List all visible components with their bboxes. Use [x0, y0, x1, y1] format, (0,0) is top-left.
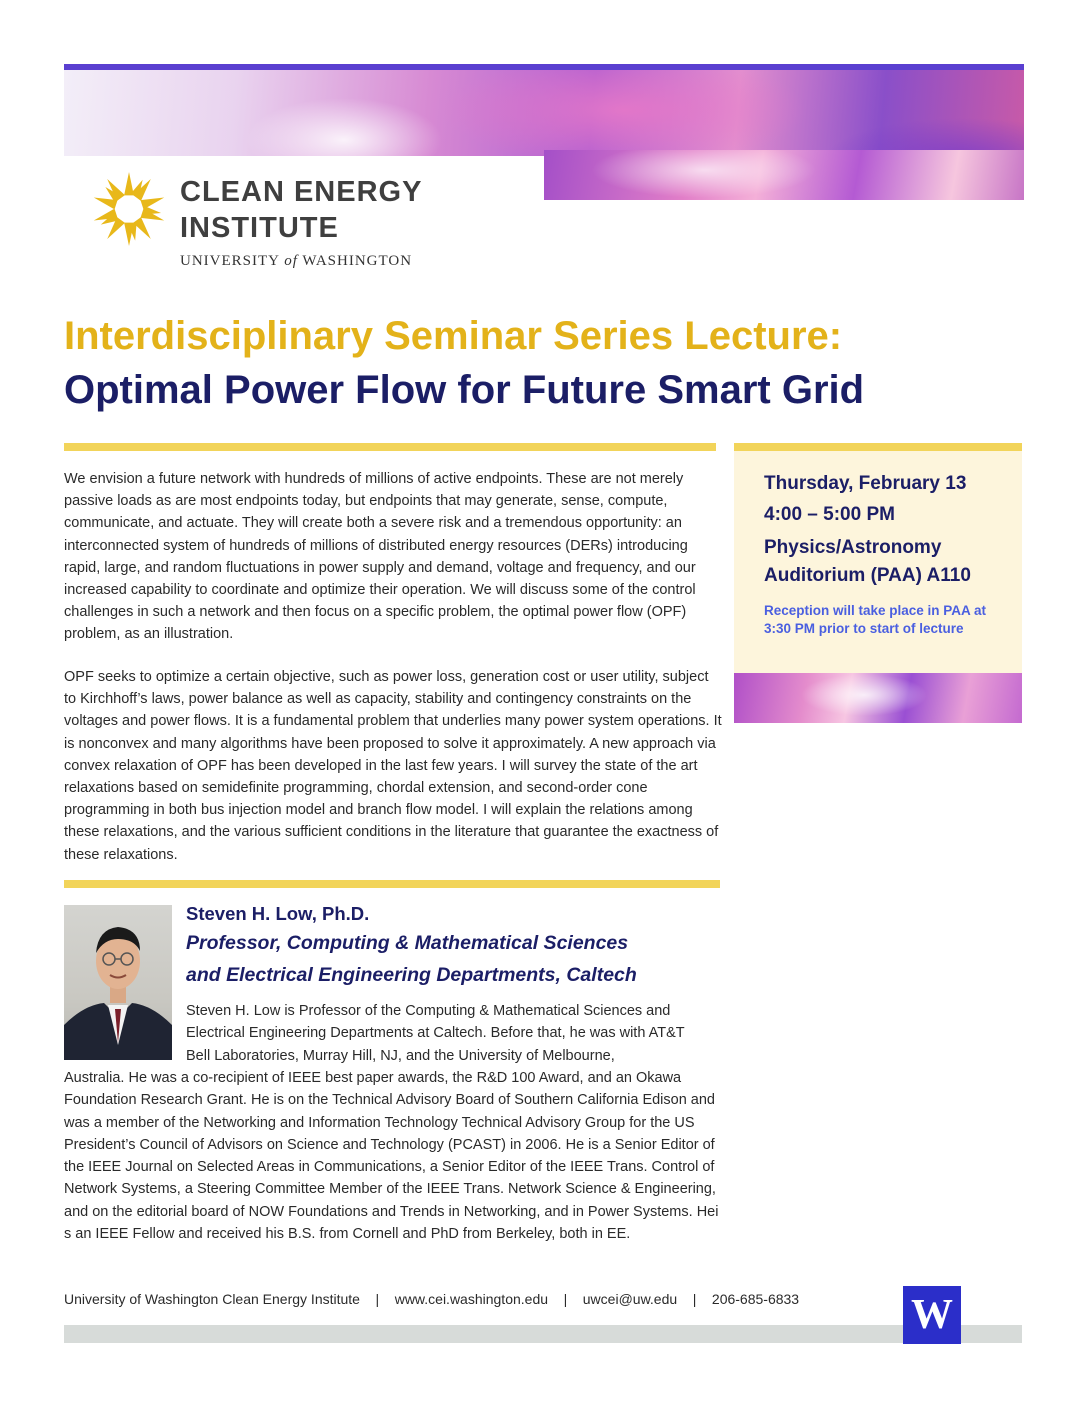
header-banner-image-lower	[544, 150, 1024, 200]
speaker-bio-continued: Australia. He was a co-recipient of IEEE best paper awards, the R&D 100 Award, and an Okawa Foundation Research Grant. He is on the Technical Advisory Board of Southern California Edison and was a member of the Networking and Information Technology Technical Advisory Group for the US President’s Council of Advisors on Science and Technology (PCAST) in 2006. He is a Senior Editor of the IEEE Journal on Selected Areas in Communications, a Senior Editor of the IEEE Trans. Control of Network Systems, a Steering Committee Member of the IEEE Trans. Network Science & Engineering, and on the editorial board of NOW Foundations and Trends in Networking, and in Power Systems. Hei s an IEEE Fellow and received his B.S. from Cornell and PhD from Berkeley, both in EE.	[64, 1070, 719, 1243]
abstract-paragraph-2: OPF seeks to optimize a certain objective, such as power loss, generation cost or user utility, subject to Kirchhoff’s laws, power balance as well as capacity, stability and contingency constraints on the voltages and power flows. It is a fundamental problem that underlies many power system operations. It is nonconvex and many algorithms have been proposed to solve it approximately. A new approach via convex relaxation of OPF has been developed in the last few years. I will survey the state of the art relaxations based on semidefinite programming, chordal extension, and second-order cone programming in both bus injection model and branch flow model. I will explain the relations among these relaxations, and the various sufficient conditions in the literature that guarantee the exactness of these relaxations.	[64, 669, 722, 863]
lecture-title: Optimal Power Flow for Future Smart Grid	[64, 368, 865, 412]
sidebar-decorative-image	[734, 673, 1022, 723]
speaker-title-line-2: and Electrical Engineering Departments, Caltech	[186, 964, 637, 986]
event-venue: Physics/Astronomy Auditorium (PAA) A110	[764, 537, 971, 586]
speaker-bio-intro: Steven H. Low is Professor of the Computing & Mathematical Sciences and Electrical Engineering Departments at Caltech. Before that, he was with AT&T Bell Laboratories, Murray Hill, NJ, and the University of Melbourne,	[186, 1003, 685, 1064]
speaker-title-line-1: Professor, Computing & Mathematical Sciences	[186, 932, 629, 954]
event-time: 4:00 – 5:00 PM	[764, 504, 895, 525]
speaker-name: Steven H. Low, Ph.D.	[186, 903, 370, 924]
speaker-photo	[64, 905, 172, 1060]
logo-text-institute: INSTITUTE	[180, 212, 339, 244]
abstract-paragraph-1: We envision a future network with hundreds of millions of active endpoints. These are not merely passive loads as are most endpoints today, but endpoints that may generate, sense, compute, communicate, and actuate. They will create both a severe risk and a tremendous opportunity: an interconnected system of hundreds of millions of distributed energy resources (DERs) introducing rapid, large, and random fluctuations in power supply and demand, voltage and frequency, and our increased capability to coordinate and optimize their operation. We will discuss some of the control challenges in such a network and then focus on a specific problem, the optimal power flow (OPF) problem, as an illustration.	[64, 471, 696, 643]
uw-logo-icon	[903, 1286, 961, 1344]
header-banner-image	[64, 64, 1024, 156]
footer-bar	[64, 1325, 1022, 1343]
divider-speaker	[64, 880, 720, 888]
footer-contact-line: University of Washington Clean Energy Institute | www.cei.washington.edu | uwcei@uw.edu | 206-685-6833	[64, 1291, 800, 1307]
logo-text-clean-energy: CLEAN ENERGY	[180, 176, 423, 208]
logo-university-pre: UNIVERSITY	[180, 253, 285, 269]
divider-top	[64, 443, 716, 451]
logo-university-post: WASHINGTON	[297, 253, 413, 269]
reception-note: Reception will take place in PAA at 3:30 PM prior to start of lecture	[764, 603, 987, 636]
speaker-portrait-icon	[64, 905, 172, 1060]
logo-text-university	[180, 253, 412, 270]
clean-energy-star-logo-icon	[90, 170, 168, 248]
logo-university-of: of	[284, 253, 298, 269]
event-date: Thursday, February 13	[764, 473, 967, 494]
series-title: Interdisciplinary Seminar Series Lecture:	[64, 314, 843, 358]
uw-logo-letter: W	[911, 1292, 953, 1338]
divider-sidebar	[734, 443, 1022, 451]
